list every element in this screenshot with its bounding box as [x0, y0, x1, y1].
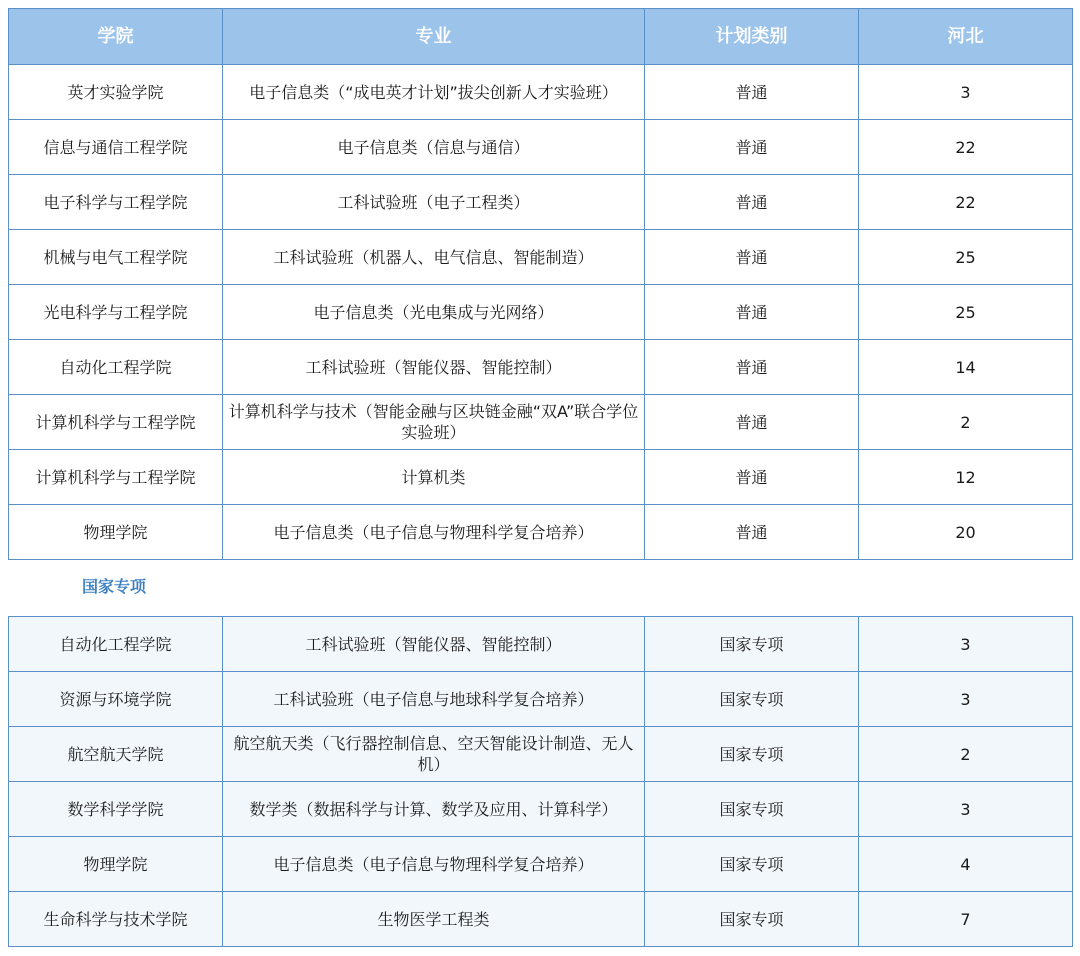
cell-category: 普通	[645, 505, 859, 560]
cell-major: 工科试验班（电子信息与地球科学复合培养）	[223, 672, 645, 727]
cell-category: 普通	[645, 450, 859, 505]
admission-plan-table-general	[8, 8, 1073, 560]
cell-college: 自动化工程学院	[9, 617, 223, 672]
cell-category: 普通	[645, 395, 859, 450]
table-row	[9, 450, 1073, 505]
cell-major: 工科试验班（电子工程类）	[223, 175, 645, 230]
cell-college: 机械与电气工程学院	[9, 230, 223, 285]
cell-count: 22	[859, 120, 1073, 175]
cell-college: 计算机科学与工程学院	[9, 395, 223, 450]
cell-category: 普通	[645, 65, 859, 120]
cell-category: 普通	[645, 120, 859, 175]
cell-college: 物理学院	[9, 505, 223, 560]
table-row	[9, 395, 1073, 450]
cell-major: 电子信息类（电子信息与物理科学复合培养）	[223, 837, 645, 892]
cell-major: 计算机科学与技术（智能金融与区块链金融“双A”联合学位实验班）	[223, 395, 645, 450]
cell-count: 2	[859, 395, 1073, 450]
cell-category: 国家专项	[645, 617, 859, 672]
table-header-row	[9, 9, 1073, 65]
table-row	[9, 727, 1073, 782]
table-row	[9, 617, 1073, 672]
cell-count: 22	[859, 175, 1073, 230]
cell-major: 电子信息类（“成电英才计划”拔尖创新人才实验班）	[223, 65, 645, 120]
table-row	[9, 175, 1073, 230]
cell-major: 数学类（数据科学与计算、数学及应用、计算科学）	[223, 782, 645, 837]
cell-major: 工科试验班（机器人、电气信息、智能制造）	[223, 230, 645, 285]
cell-category: 国家专项	[645, 727, 859, 782]
cell-category: 国家专项	[645, 672, 859, 727]
cell-college: 信息与通信工程学院	[9, 120, 223, 175]
cell-college: 自动化工程学院	[9, 340, 223, 395]
cell-category: 普通	[645, 175, 859, 230]
cell-category: 普通	[645, 230, 859, 285]
cell-college: 数学科学学院	[9, 782, 223, 837]
cell-category: 国家专项	[645, 782, 859, 837]
cell-count: 3	[859, 65, 1073, 120]
table-row	[9, 230, 1073, 285]
cell-major: 航空航天类（飞行器控制信息、空天智能设计制造、无人机）	[223, 727, 645, 782]
cell-category: 国家专项	[645, 892, 859, 947]
table-row	[9, 892, 1073, 947]
cell-major: 电子信息类（电子信息与物理科学复合培养）	[223, 505, 645, 560]
cell-major: 电子信息类（光电集成与光网络）	[223, 285, 645, 340]
cell-count: 3	[859, 672, 1073, 727]
cell-college: 电子科学与工程学院	[9, 175, 223, 230]
cell-college: 计算机科学与工程学院	[9, 450, 223, 505]
cell-count: 12	[859, 450, 1073, 505]
cell-count: 3	[859, 617, 1073, 672]
table-row	[9, 340, 1073, 395]
table-row	[9, 505, 1073, 560]
cell-college: 资源与环境学院	[9, 672, 223, 727]
section-label-national-special: 国家专项	[82, 577, 147, 596]
cell-major: 计算机类	[223, 450, 645, 505]
cell-category: 国家专项	[645, 837, 859, 892]
cell-count: 7	[859, 892, 1073, 947]
cell-count: 25	[859, 230, 1073, 285]
cell-count: 20	[859, 505, 1073, 560]
admission-plan-table-special	[8, 616, 1073, 947]
cell-count: 14	[859, 340, 1073, 395]
cell-major: 工科试验班（智能仪器、智能控制）	[223, 617, 645, 672]
cell-category: 普通	[645, 285, 859, 340]
cell-college: 光电科学与工程学院	[9, 285, 223, 340]
cell-count: 2	[859, 727, 1073, 782]
header-province: 河北	[859, 9, 1073, 65]
table-row	[9, 837, 1073, 892]
table-row	[9, 782, 1073, 837]
cell-major: 生物医学工程类	[223, 892, 645, 947]
cell-college: 生命科学与技术学院	[9, 892, 223, 947]
table-row	[9, 120, 1073, 175]
header-college: 学院	[9, 9, 223, 65]
cell-college: 英才实验学院	[9, 65, 223, 120]
cell-major: 工科试验班（智能仪器、智能控制）	[223, 340, 645, 395]
header-major: 专业	[223, 9, 645, 65]
table-row	[9, 285, 1073, 340]
cell-count: 3	[859, 782, 1073, 837]
table-row	[9, 65, 1073, 120]
cell-college: 航空航天学院	[9, 727, 223, 782]
table-row	[9, 672, 1073, 727]
cell-category: 普通	[645, 340, 859, 395]
cell-major: 电子信息类（信息与通信）	[223, 120, 645, 175]
cell-count: 4	[859, 837, 1073, 892]
cell-count: 25	[859, 285, 1073, 340]
cell-college: 物理学院	[9, 837, 223, 892]
header-category: 计划类别	[645, 9, 859, 65]
